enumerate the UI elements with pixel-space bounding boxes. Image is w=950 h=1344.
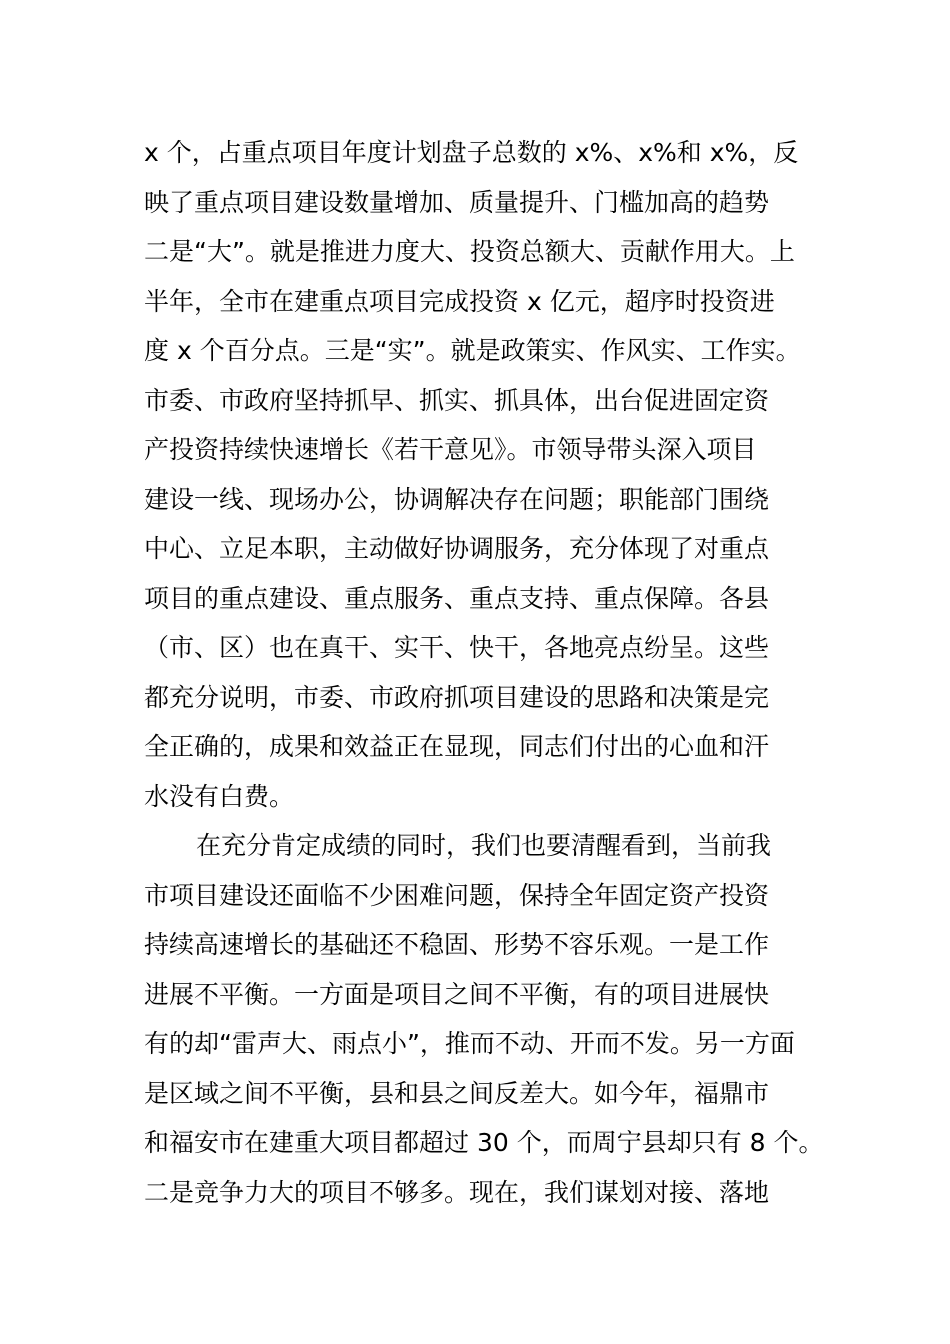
text-line: 半年，全市在建重点项目完成投资 x 亿元，超序时投资进 (144, 286, 775, 316)
text-line: 是区域之间不平衡，县和县之间反差大。如今年，福鼎市 (144, 1078, 770, 1108)
text-line: 和福安市在建重大项目都超过 30 个，而周宁县却只有 8 个。 (144, 1128, 824, 1157)
text-line: 二是竞争力大的项目不够多。现在，我们谋划对接、落地 (144, 1177, 770, 1207)
text-line: 度 x 个百分点。三是“实”。就是政策实、作风实、工作实。 (144, 336, 801, 365)
text-line: 映了重点项目建设数量增加、质量提升、门槛加高的趋势 (144, 187, 770, 217)
text-line: 市委、市政府坚持抓早、抓实、抓具体，出台促进固定资 (144, 385, 770, 415)
text-line: 全正确的，成果和效益正在显现，同志们付出的心血和汗 (144, 732, 770, 761)
text-line: 建设一线、现场办公，协调解决存在问题；职能部门围绕 (144, 484, 770, 514)
text-line: （市、区）也在真干、实干、快干，各地亮点纷呈。这些 (144, 633, 770, 662)
paragraph-1 (144, 128, 834, 821)
text-line: 水没有白费。 (144, 781, 295, 811)
text-line: 有的却“雷声大、雨点小”，推而不动、开而不发。另一方面 (144, 1029, 795, 1058)
text-line: 进展不平衡。一方面是项目之间不平衡，有的项目进展快 (144, 979, 770, 1009)
body-text (144, 128, 834, 1217)
text-line: 二是“大”。就是推进力度大、投资总额大、贡献作用大。上 (144, 237, 795, 266)
text-line: 都充分说明，市委、市政府抓项目建设的思路和决策是完 (144, 682, 770, 712)
text-line: 产投资持续快速增长《若干意见》。市领导带头深入项目 (144, 435, 757, 464)
text-line: x 个，占重点项目年度计划盘子总数的 x%、x%和 x%，反 (144, 138, 799, 167)
text-line: 中心、立足本职，主动做好协调服务，充分体现了对重点 (144, 534, 770, 563)
text-line: 市项目建设还面临不少困难问题，保持全年固定资产投资 (144, 880, 770, 910)
text-line: 持续高速增长的基础还不稳固、形势不容乐观。一是工作 (144, 930, 770, 959)
text-line: 在充分肯定成绩的同时，我们也要清醒看到，当前我 (196, 831, 772, 860)
text-line: 项目的重点建设、重点服务、重点支持、重点保障。各县 (144, 583, 770, 613)
paragraph-2 (144, 821, 834, 1217)
